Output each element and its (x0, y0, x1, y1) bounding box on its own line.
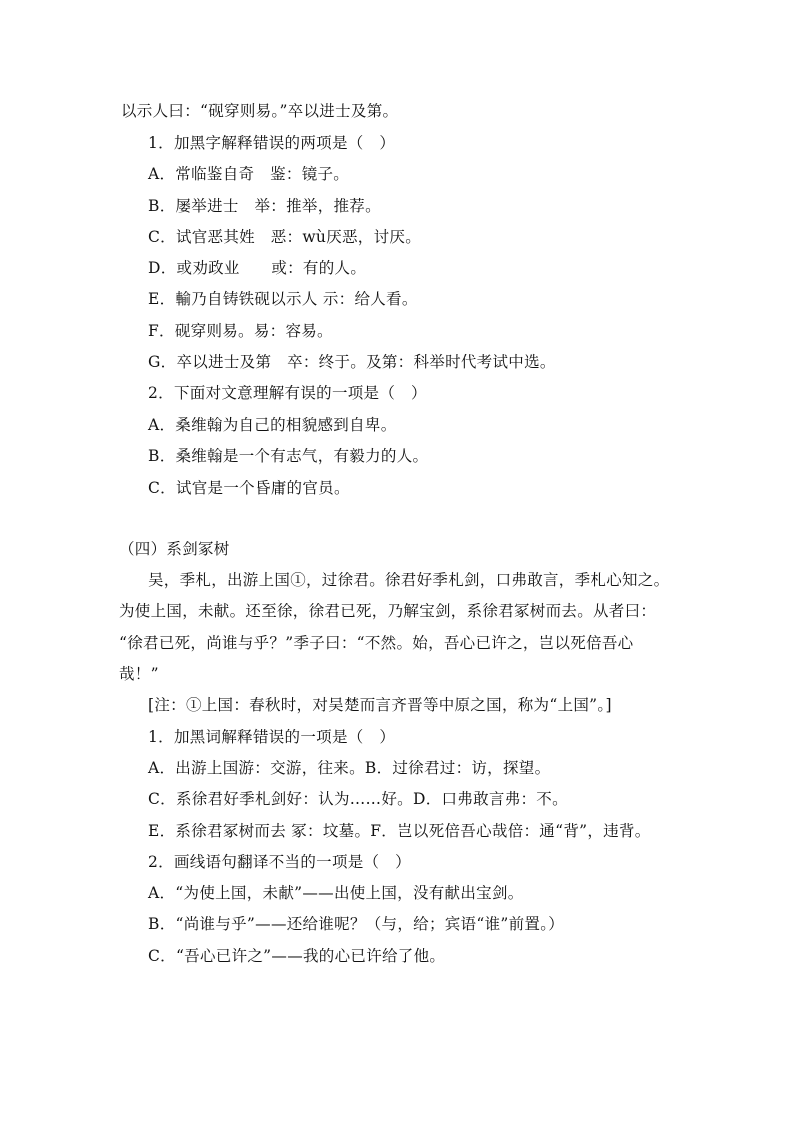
passage-line-4: 哉！” (119, 665, 159, 683)
section4-question-2-stem: 2．画线语句翻译不当的一项是（ ） (148, 853, 411, 871)
section4-question-2-option-a: A．“为使上国，未献”——出使上国，没有献出宝剑。 (148, 884, 524, 902)
passage-line-1: 吴，季札，出游上国①，过徐君。徐君好季札剑，口弗敢言，季札心知之。 (148, 571, 670, 589)
section4-question-2-option-c: C．“吾心已许之”——我的心已许给了他。 (148, 947, 446, 965)
question-1-option-g: G．卒以进士及第 卒：终于。及第：科举时代考试中选。 (148, 353, 556, 371)
question-1-option-c: C．试官恶其姓 恶：wù厌恶，讨厌。 (148, 228, 422, 246)
section4-question-1-options-ef: E．系徐君冢树而去 冢：坟墓。F．岂以死倍吾心哉倍：通“背”，违背。 (148, 822, 651, 840)
passage-end-line: 以示人曰：“砚穿则易。”卒以进士及第。 (121, 102, 399, 120)
section-heading: （四）系剑冢树 (119, 540, 230, 558)
section4-question-1-options-ab: A．出游上国游：交游，往来。B．过徐君过：访，探望。 (148, 759, 551, 777)
question-1-option-e: E．輸乃自铸铁砚以示人 示：给人看。 (148, 290, 418, 308)
question-1-option-d: D．或劝政业 或：有的人。 (148, 259, 367, 277)
annotation-note: [注：①上国：春秋时，对吴楚而言齐晋等中原之国，称为“上国”。] (148, 696, 612, 714)
question-2-option-c: C．试官是一个昏庸的官员。 (148, 479, 350, 497)
passage-line-3: “徐君已死，尚谁与乎？”季子曰：“不然。始，吾心已许之，岂以死倍吾心 (119, 634, 634, 652)
passage-line-2: 为使上国，未献。还至徐，徐君已死，乃解宝剑，系徐君冢树而去。从者曰： (119, 602, 657, 620)
section4-question-2-option-b: B．“尚谁与乎”——还给谁呢？（与，给；宾语“谁”前置。） (148, 915, 565, 933)
section4-question-1-stem: 1．加黑词解释错误的一项是（ ） (148, 728, 396, 746)
question-2-option-a: A．桑维翰为自己的相貌感到自卑。 (148, 416, 397, 434)
question-2-stem: 2．下面对文意理解有误的一项是（ ） (148, 384, 427, 402)
question-1-option-a: A．常临鉴自奇 鉴：镜子。 (148, 165, 350, 183)
question-1-option-f: F．砚穿则易。易：容易。 (148, 322, 333, 340)
question-1-option-b: B．屡举进士 举：推举，推荐。 (148, 197, 381, 215)
question-1-stem: 1．加黑字解释错误的两项是（ ） (148, 134, 396, 152)
section4-question-1-options-cd: C．系徐君好季札剑好：认为……好。D．口弗敢言弗：不。 (148, 790, 568, 808)
question-2-option-b: B．桑维翰是一个有志气，有毅力的人。 (148, 447, 429, 465)
